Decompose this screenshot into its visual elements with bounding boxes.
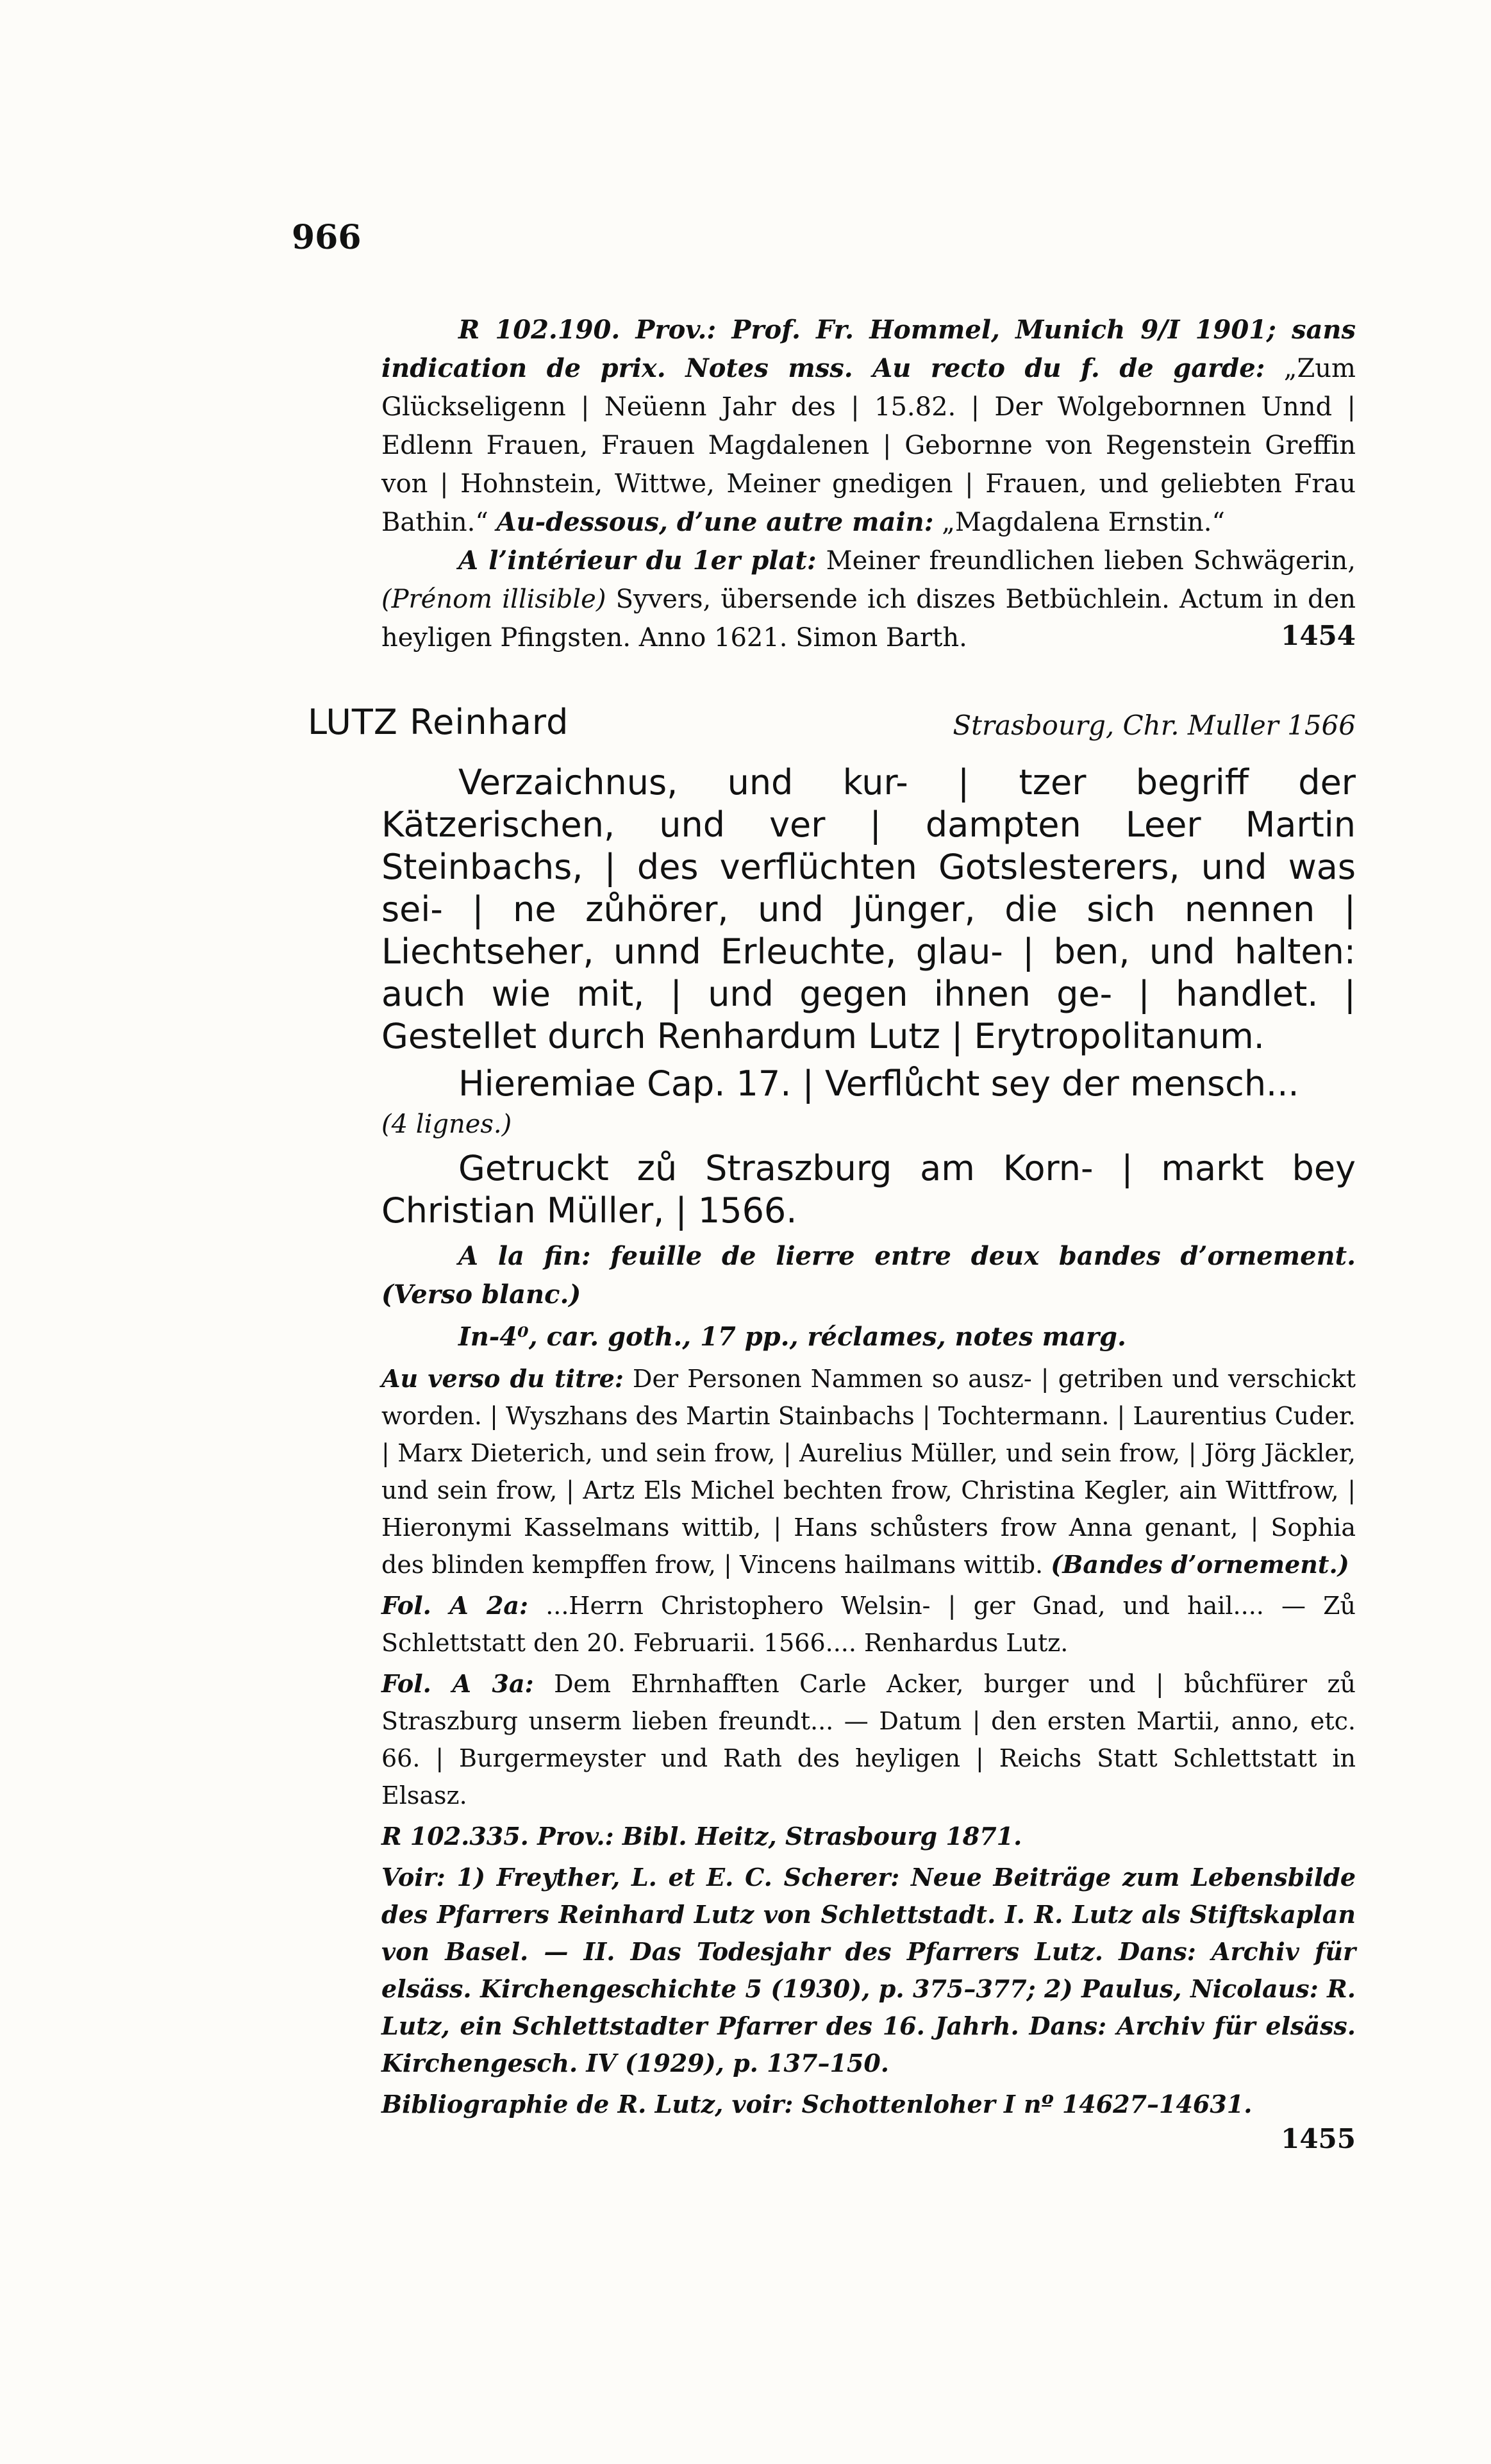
entry-1454-inside-label: A l’intérieur du 1er plat: [458,545,817,576]
entry-1454-prenom-note: (Prénom illisible) [381,585,606,614]
fol-a3-label: Fol. A 3a: [381,1669,534,1698]
entry-number-1455: 1455 [1281,2123,1356,2154]
entry-1454-below-label: Au-dessous, d’une autre main: [496,507,934,537]
entry-1455 [381,762,1356,2154]
entry-bibliographie: Bibliographie de R. Lutz, voir: Schottenloher I nº 14627–14631. [381,2090,1253,2119]
fol-a3-text: Dem Ehrnhafften Carle Acker, burger und | bůchfürer zů Straszburg unserm lieben freundt... — Datum | den ersten Martii, anno, etc. 66. | Burgermeyster und Rath des heyligen | Reichs Statt Schlettstatt in Elsasz. [381,1670,1356,1810]
entry-1454-inside-text-1: Meiner freundlichen lieben Schwägerin, [826,546,1356,576]
entry-author: LUTZ Reinhard [308,702,569,742]
verso-label: Au verso du titre: [381,1364,624,1393]
verso-text: Der Personen Nammen so ausz- | getriben und verschickt worden. | Wyszhans des Martin Stainbachs | Tochtermann. | Laurentius Cuder. | Marx Dieterich, und sein frow, | Aurelius Müller, und sein frow, | Jörg Jäckler, und sein frow, | Artz Els Michel bechten frow, Christina Kegler, ain Wittfrow, | Hieronymi Kasselmans wittib, | Hans schůsters frow Anna genant, | Sophia des blinden kempffen frow, | Vincens hailmans wittib. [381,1365,1356,1579]
fol-a2-label: Fol. A 2a: [381,1591,529,1620]
entry-format: In-4⁰, car. goth., 17 pp., réclames, notes marg. [458,1322,1126,1352]
entry-1454-reference: R 102.190. Prov.: Prof. Fr. Hommel, Munich 9/I 1901; sans indication de prix. Notes mss. Au recto du f. de garde: [381,315,1356,383]
entry-epigraph-note: (4 lignes.) [381,1110,512,1139]
fol-a2-text: ...Herrn Christophero Welsin- | ger Gnad, und hail.... — Zů Schlettstatt den 20. Februarii. 1566.... Renhardus Lutz. [381,1592,1356,1657]
entry-1454-guard-text: „Zum Glückseligenn | Neüenn Jahr des | 15.82. | Der Wolgebornnen Unnd | Edlenn Frauen, Frauen Magdalenen | Gebornne von Regenstein Greffin von | Hohnstein, Wittwe, Meiner gnedigen | Frauen, und geliebten Frau Bathin.“ [381,354,1356,537]
entry-1454 [381,311,1356,651]
entry-1454-below-text: „Magdalena Ernstin.“ [942,508,1225,537]
entry-title: Verzaichnus, und kur- | tzer begriff der Kätzerischen, und ver | dampten Leer Martin Steinbachs, | des verflüchten Gotslesterers, und was sei- | ne zůhörer, und Jünger, die sich nennen | Liechtseher, unnd Erleuchte, glau- | ben, und halten: auch wie mit, | und gegen ihnen ge- | handlet. | Gestellet durch Renhardum Lutz | Erytropolitanum. [381,762,1356,1056]
entry-provenance: R 102.335. Prov.: Bibl. Heitz, Strasbourg 1871. [381,1822,1022,1851]
page-number: 966 [292,218,362,257]
entry-epigraph: Hieremiae Cap. 17. | Verflůcht sey der mensch... [458,1063,1299,1104]
entry-1454-inside-text-2: Syvers, übersende ich diszes Betbüchlein. Actum in den heyligen Pfingsten. Anno 1621. Simon Barth. [381,585,1356,653]
entry-imprint-place: Strasbourg, Chr. Muller 1566 [953,710,1356,741]
entry-imprint: Getruckt zů Straszburg am Korn- | markt bey Christian Müller, | 1566. [381,1148,1356,1231]
entry-end-note: A la fin: feuille de lierre entre deux bandes d’ornement. (Verso blanc.) [381,1241,1356,1310]
entry-voir: Voir: 1) Freyther, L. et E. C. Scherer: Neue Beiträge zum Lebensbilde des Pfarrers Reinhard Lutz von Schlettstadt. I. R. Lutz als Stiftskaplan von Basel. — II. Das Todesjahr des Pfarrers Lutz. Dans: Archiv für elsäss. Kirchengeschichte 5 (1930), p. 375–377; 2) Paulus, Nicolaus: R. Lutz, ein Schlettstadter Pfarrer des 16. Jahrh. Dans: Archiv für elsäss. Kirchengesch. IV (1929), p. 137–150. [381,1863,1356,2077]
entry-1455-heading [308,702,1356,753]
entry-number-1454: 1454 [1281,620,1356,651]
verso-end: (Bandes d’ornement.) [1051,1550,1349,1579]
